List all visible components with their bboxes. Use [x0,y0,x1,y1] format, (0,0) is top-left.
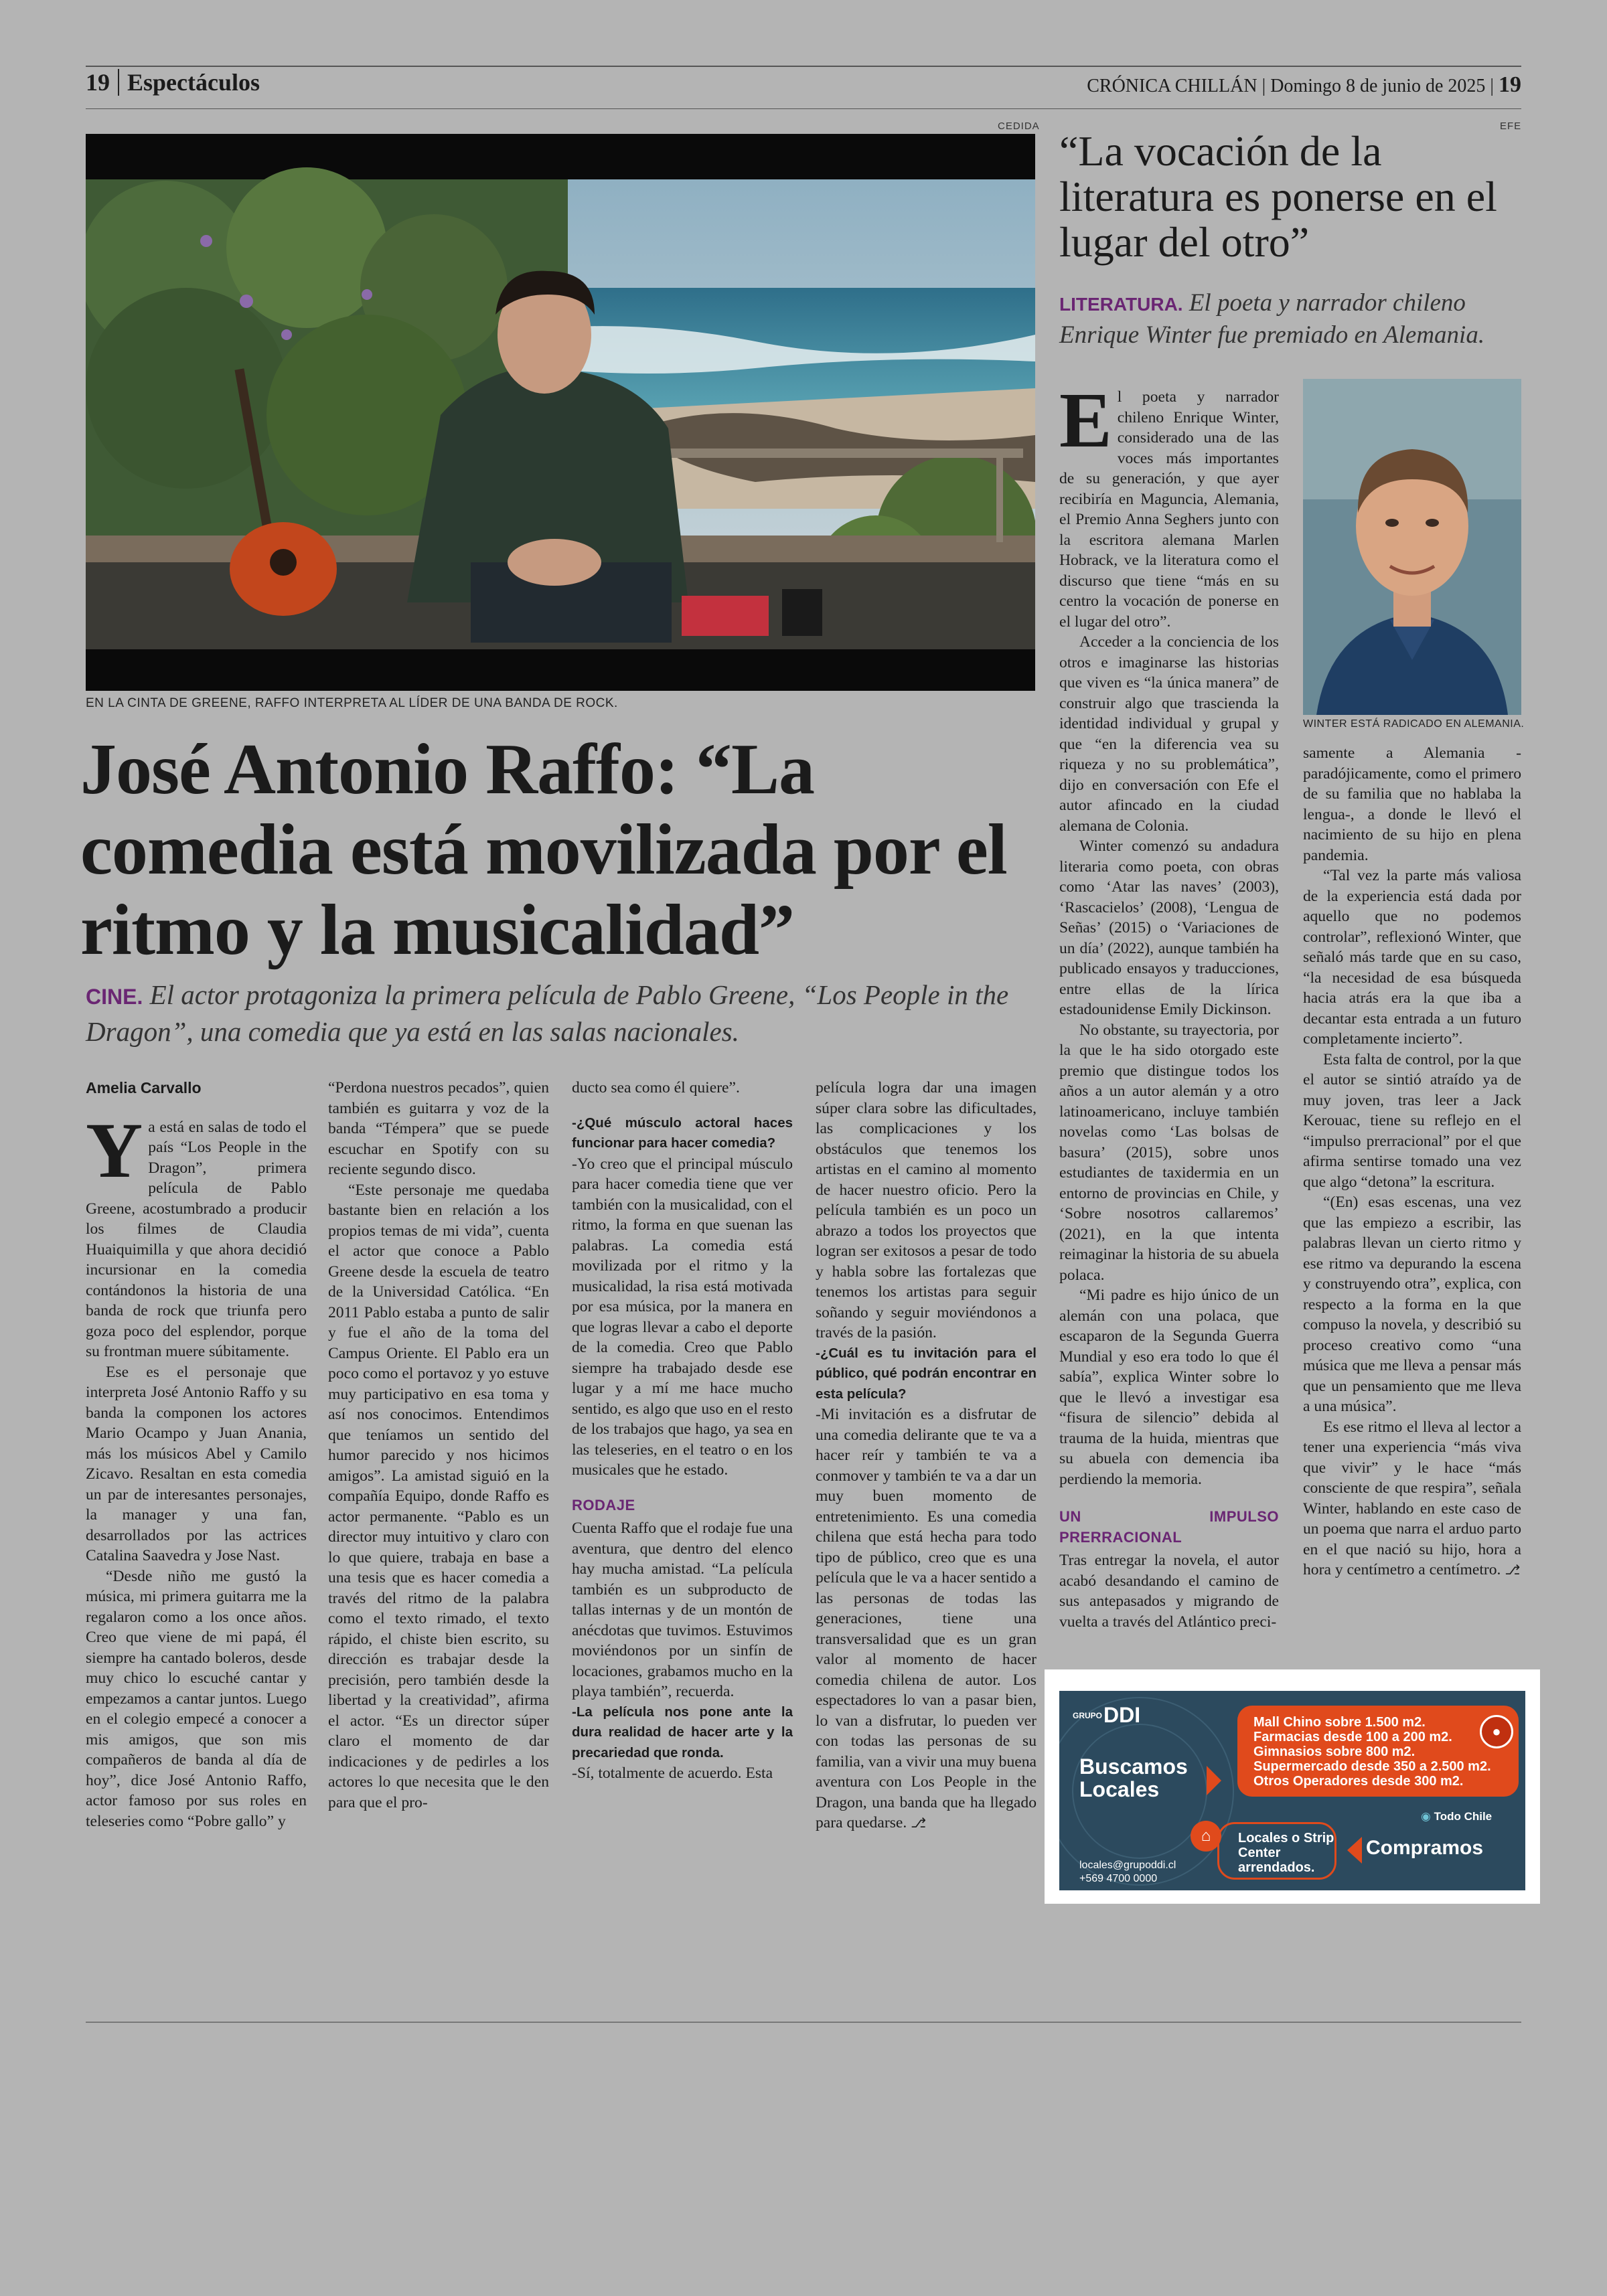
interview-question-3: -¿Cuál es tu invitación para el público, qué podrán encontrar en esta película? [816,1345,1037,1402]
side-photo-caption: WINTER ESTÁ RADICADO EN ALEMANIA. [1303,718,1525,730]
end-mark-icon: ⎇ [1505,1562,1521,1578]
portrait-illustration [1303,379,1521,715]
photo-credit-left: CEDIDA [998,120,1040,132]
header-rule-bottom [86,108,1521,109]
main-col3-answer-1: -Yo creo que el principal músculo para hacer comedia tiene que ver también con la musicalidad, con el ritmo, la forma en que suenan las palabras. La comedia está movilizada por el ritmo y la musicalidad, la risa está motivada por esa música, por la manera en que logras llevar a cabo el deporte de la comedia. Creo que Pablo siempre ha trabajado desde ese lugar y a mí me hace mucho sentido, es algo que uso en el resto de los trabajos que hago, ya sea en las teleseries, en el teatro o en los musicales que he estado. [572,1155,793,1479]
interview-question-1: -¿Qué músculo actoral haces funcionar para hacer comedia? [572,1115,793,1151]
side-col1-p4: No obstante, su trayectoria, por la que le ha sido otorgado este premio que distingue todos los años a un autor alemán y a otro latinoamericano, incluye también novelas como ‘Las bolsas de basura’ (2015), sobre unos estudiantes de taxidermia en un entorno de provincias en Chile, y ‘Sobre nosotros callaremos’ (2021), en la que intenta reimaginar la historia de su abuela polaca. [1059,1021,1279,1284]
side-column-1 [1059,376,1279,1632]
side-headline: “La vocación de la literatura es ponerse en el lugar del otro” [1059,127,1497,266]
main-photo [86,134,1035,691]
main-col1-p1: a está en salas de todo el país “Los People in the Dragon”, primera película de Pablo Greene, acostumbrado a producir los filmes de Claudia Huaiquimilla y que ahora decidió incursionar en la comedia contándonos la historia de una banda de rock que triunfa pero goza poco del esplendor, porque su frontman muere súbitamente. [86,1118,307,1360]
side-column-2 [1303,743,1521,1580]
ad-email[interactable]: locales@grupoddi.cl [1079,1860,1176,1871]
ad-brand: DDI [1103,1703,1141,1727]
ad-list-item: Otros Operadores desde 300 m2. [1253,1774,1464,1789]
page-bottom-rule [86,2022,1521,2023]
paper-name: CRÓNICA CHILLÁN [1087,76,1257,96]
main-col2-p2: “Este personaje me quedaba bastante bien en relación a los propios temas de mi vida”, cuenta el actor que conoce a Pablo Greene desde la escuela de teatro de la Universidad Católica. “En 2011 Pablo estaba a punto de salir y fue el año de la toma del Campus Oriente. El Pablo era un poco como el portavoz y yo estuve muy participativo en esa toma y así nos conocimos. Entendimos que teníamos un sentido del humor parecido y nos hicimos amigos”. La amistad siguió en la compañía Equipo, donde Raffo es actor permanente. “Pablo es un director muy intuitivo y claro con lo que quiere, trabaja en base a una tesis que es hacer comedia a través del ritmo de la palabra como el texto rimado, el texto rápido, el chiste bien escrito, su dirección es trabajar desde la precisión, pero también desde la libertad y la creatividad”, afirma el actor. “Es un director súper claro el momento de dar indicaciones y de pedirles a los actores lo que necesita que le den para que el pro- [328,1181,549,1811]
ad-badge: Locales o Strip Center arrendados. [1217,1822,1336,1880]
main-column-4 [816,1078,1037,1833]
main-col1-p2: Ese es el personaje que interpreta José Antonio Raffo y su banda la componen los actores Mario Ocampo y Juan Anania, más los músicos Abel y Camilo Zicavo. Resaltan en esta comedia un par de interesantes personajes, la manager y una fan, desarrollados por las actrices Catalina Saavedra y Jose Nast. [86,1363,307,1564]
side-col1-p2: Acceder a la conciencia de los otros e imaginarse las historias que viven es “la única manera” de construir algo que trascienda la identidad individual y grupal y que “en la diferencia vea su riqueza y no su problemática”, dijo en conversación con Efe el autor afincado en la ciudad alemana de Colonia. [1059,633,1279,835]
arrow-right-icon [1207,1766,1221,1795]
main-kicker: CINE. [86,985,143,1009]
main-col3-p-rodaje: Cuenta Raffo que el rodaje fue una aventura, que dentro del elenco hay mucha amistad. “La película también es un subproducto de tallas internas y de un montón de anécdotas que tuvimos. Estuvimos moviéndonos por un sinfín de locaciones, grabamos mucho en la playa también”, recuerda. [572,1520,793,1700]
main-deck-text: El actor protagoniza la primera película de Pablo Greene, “Los People in the Dragon”, una comedia que ya está en las salas nacionales. [86,979,1009,1047]
winter-portrait [1303,379,1521,715]
side-col2-p4: “(En) esas escenas, una vez que las empiezo a escribir, las palabras llevan un cierto ritmo y ese ritmo va depurando la escena y construyendo otra”, explica, con respecto a la forma en la que compuso la novela, y describió su proceso creativo como “una música que me lleva a pensar más que un pensamiento que me lleva a una música”. [1303,1194,1521,1415]
ad-list-item: Farmacias desde 100 a 200 m2. [1253,1730,1452,1744]
ddi-advertisement[interactable] [1045,1669,1540,1904]
arrow-left-icon [1347,1837,1362,1864]
main-col3-p1: ducto sea como él quiere”. [572,1079,740,1096]
interview-question-2: -La película nos pone ante la dura realidad de hacer arte y la precariedad que ronda. [572,1704,793,1760]
side-col1-p5: “Mi padre es hijo único de un alemán con una polaca, que escaparon de la Segunda Guerra Mundial y eso era todo lo que él sabía”, explica Winter sobre lo que le llevó a investigar esa “fisura de silencio” debida al trauma de la huida, mientras que su abuela con demencia iba perdiendo la memoria. [1059,1287,1279,1488]
ad-brand-small: GRUPO [1073,1711,1103,1720]
dropcap: Y [86,1106,143,1194]
ad-headline: Buscamos Locales [1079,1754,1188,1801]
header-section [86,68,260,96]
ad-region [1421,1810,1492,1823]
side-col1-end: Tras entregar la novela, el autor acabó desandando el camino de sus antepasados y migrando de vuelta a través del Atlántico preci- [1059,1552,1279,1631]
actor-by-the-sea-illustration [86,134,1035,691]
ad-list-item: Mall Chino sobre 1.500 m2. [1253,1715,1426,1730]
location-icon: ◉ [1421,1810,1431,1823]
main-col4-answer: -Mi invitación es a disfrutar de una comedia delirante que te va a hacer reír y también te va a conmover y también te va a dar un muy buen momento de entretenimiento. Es una comedia chilena que está hecha para todo tipo de público, creo que es una película que le va a hacer sentido a las personas de todas las generaciones, tiene una transversalidad que es un gran valor al momento de hacer comedia chilena de autor. Los espectadores lo van a pasar bien, lo van a disfrutar, lo pueden ver con todas las personas de su familia, van a vivir una muy buena aventura con Los People in the Dragon, una banda que ha llegado para quedarse. [816,1406,1037,1831]
side-dropcap: E [1059,376,1112,464]
subhead-rodaje: RODAJE [572,1496,635,1513]
issue-date: Domingo 8 de junio de 2025 [1270,76,1486,96]
header-divider [118,69,119,96]
main-col4-p1: película logra dar una imagen súper clara sobre las dificultades, las complicaciones y los obstáculos que tenemos los artistas en el camino al momento de hacer nuestro oficio. Pero la película también es un poco un abrazo a todos los proyectos que logran ser exitosos a pesar de todo y habla sobre las fortalezas que tenemos los artistas para seguir soñando y seguir moviéndonos a través de la pasión. [816,1079,1037,1341]
ad-panel [1059,1691,1525,1890]
side-col2-p5: Es ese ritmo el lleva al lector a tener una experiencia “más viva que vivir” y le hace “más consciente de que respira”, señala Winter, hablando en este caso de un poema que narra el arduo parto en el que nació su hijo, hora a hora y centímetro a centímetro. [1303,1418,1521,1578]
header-masthead: CRÓNICA CHILLÁN | Domingo 8 de junio de 2025 | 19 [1087,72,1521,97]
side-col1-p1: l poeta y narrador chileno Enrique Winter, considerado una de las voces más importantes de su generación, y que ayer recibiría en Maguncia, Alemania, el Premio Anna Seghers junto con la escritora alemana Marlen Hobrack, ve la literatura como el discurso que tiene “más en su centro la vocación de ponerse en el lugar del otro”. [1059,388,1279,631]
main-column-2 [328,1078,549,1813]
side-kicker: LITERATURA. [1059,294,1183,315]
page-number-left: 19 [86,69,110,96]
side-col2-p2: “Tal vez la parte más valiosa de la experiencia está dada por aquello que no podemos controlar”, reflexionó Winter, que señaló más tarde que en su caso, “la necesidad de esa búsqueda hacia atrás era la que iba a decantar esta entrada a un futuro completamente incierto”. [1303,867,1521,1048]
map-pin-icon: ● [1480,1715,1513,1748]
ad-requirements-box [1237,1706,1519,1797]
store-icon: ⌂ [1191,1821,1221,1852]
subhead-impulso: UN IMPULSO PRERRACIONAL [1059,1508,1279,1546]
photo-credit-right: EFE [1500,120,1522,132]
main-deck [86,977,1037,1049]
page-number-right: 19 [1499,72,1521,97]
main-col3-answer-2: -Sí, totalmente de acuerdo. Esta [572,1765,773,1782]
main-photo-caption: EN LA CINTA DE GREENE, RAFFO INTERPRETA AL LÍDER DE UNA BANDA DE ROCK. [86,696,618,710]
main-column-1 [86,1078,307,1831]
main-headline: José Antonio Raffo: “La comedia está movilizada por el ritmo y la musicalidad” [80,730,1007,970]
ad-list-item: Supermercado desde 350 a 2.500 m2. [1253,1759,1491,1774]
ad-region-label: Todo Chile [1434,1810,1493,1823]
ad-cta: Compramos [1366,1837,1484,1859]
section-name: Espectáculos [127,69,260,96]
byline: Amelia Carvallo [86,1079,202,1096]
main-column-3 [572,1078,793,1784]
side-col2-p1: samente a Alemania -paradójicamente, como el primero de su familia que no hablaba la lengua-, a donde le llevó el nacimiento de su hijo en plena pandemia. [1303,744,1521,864]
main-col2-p1: “Perdona nuestros pecados”, quien también es guitarra y voz de la banda “Témpera” que se puede escuchar en Spotify con su reciente segundo disco. [328,1079,549,1178]
main-col1-p3: “Desde niño me gustó la música, mi primera guitarra me la regalaron como a los once años. Creo que viene de mi papá, él siempre ha cantado boleros, desde muy chico lo escuché cantar y empezamos a cantar juntos. Luego en el colegio empecé a conocer a mis amigos, que son mis compañeros de banda al día de hoy”, dice José Antonio Raffo, actor famoso por sus roles en teleseries como “Pobre gallo” y [86,1567,307,1830]
end-mark-icon: ⎇ [911,1815,927,1831]
side-deck [1059,288,1521,351]
header-rule-top [86,66,1521,67]
ad-phone[interactable]: +569 4700 0000 [1079,1873,1158,1884]
side-col2-p3: Esta falta de control, por la que el autor se sintió atraído ya de muy joven, tras leer a Jack Kerouac, tiene su reflejo en el “impulso prerracional” por el que afirma sentirse tomado una vez que algo “detona” la escritura. [1303,1050,1521,1191]
side-deck-text: El poeta y narrador chileno Enrique Winter fue premiado en Alemania. [1059,289,1485,349]
side-col1-p3: Winter comenzó su andadura literaria como poeta, con obras como ‘Atar las naves’ (2003), ‘Rascacielos’ (2008), ‘Lengua de Señas’ (2015) o ‘Variaciones de un día’ (2022), aunque también ha publicado ensayos y traducciones, entre ellas de la lírica estadounidense Emily Dickinson. [1059,837,1279,1018]
ad-list-item: Gimnasios sobre 800 m2. [1253,1744,1415,1759]
